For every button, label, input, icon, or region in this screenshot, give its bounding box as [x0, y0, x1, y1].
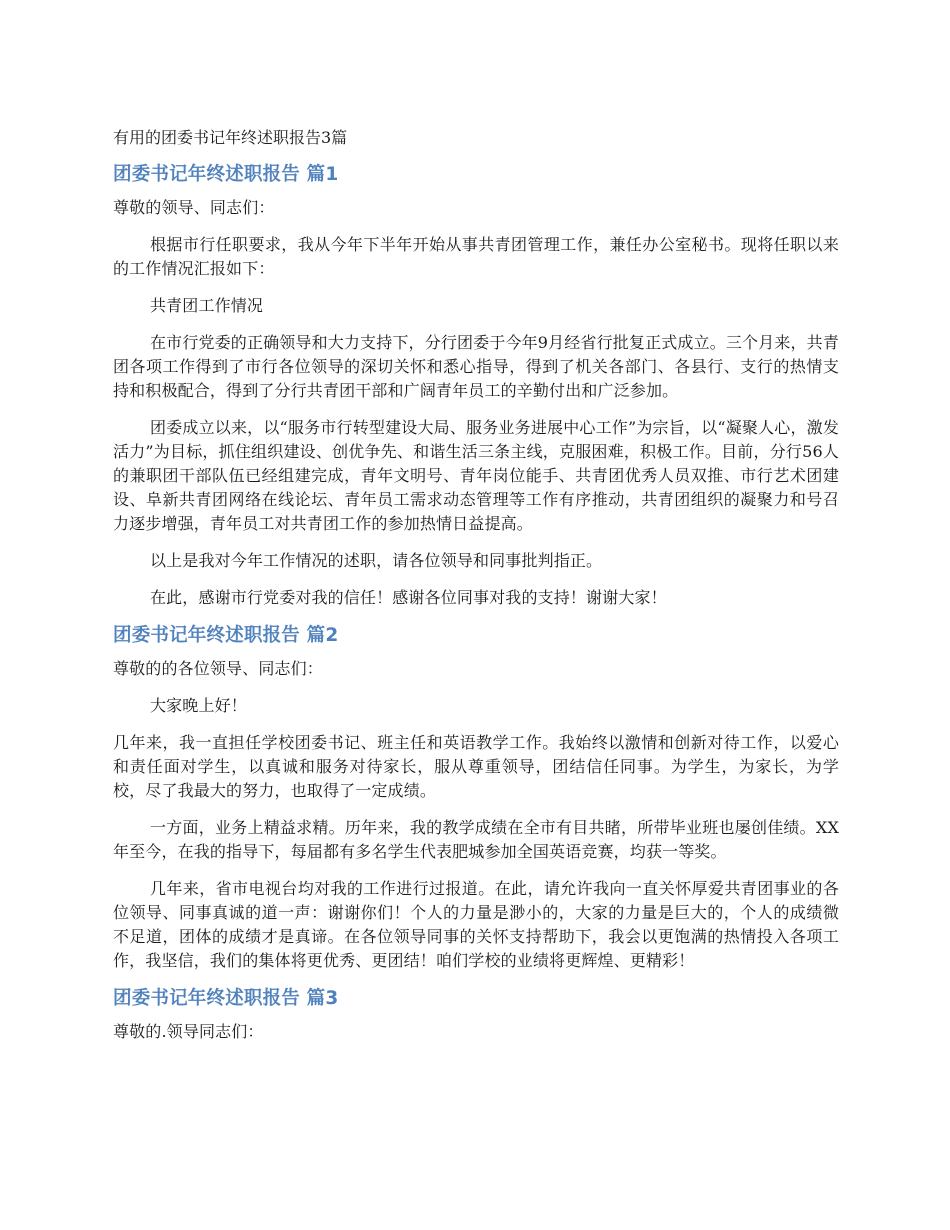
greeting-paragraph: 大家晚上好！	[150, 696, 247, 715]
document-body	[113, 126, 839, 1057]
document-title: 有用的团委书记年终述职报告3篇	[113, 128, 348, 147]
salutation: 尊敬的领导、同志们：	[113, 198, 275, 217]
section-heading: 团委书记年终述职报告 篇3	[113, 988, 339, 1009]
paragraph: 团委成立以来，以“服务市行转型建设大局、服务业务进展中心工作”为宗旨，以“凝聚人心，激发活力”为目标，抓住组织建设、创优争先、和谐生活三条主线，克服困难，积极工作。目前，分行56人的兼职团干部队伍已经组建完成，青年文明号、青年岗位能手、共青团优秀人员双推、市行艺术团建设、阜新共青团网络在线论坛、青年员工需求动态管理等工作有序推动，共青团组织的凝聚力和号召力逐步增强，青年员工对共青团工作的参加热情日益提高。	[113, 418, 839, 533]
paragraph: 在此，感谢市行党委对我的信任！感谢各位同事对我的支持！谢谢大家！	[150, 588, 667, 607]
paragraph: 几年来，我一直担任学校团委书记、班主任和英语教学工作。我始终以激情和创新对待工作，以爱心和责任面对学生，以真诚和服务对待家长，服从尊重领导，团结信任同事。为学生，为家长，为学校，尽了我最大的努力，也取得了一定成绩。	[113, 733, 839, 800]
salutation: 尊敬的.领导同志们：	[113, 1022, 264, 1041]
paragraph: 几年来，省市电视台均对我的工作进行过报道。在此，请允许我向一直关怀厚爱共青团事业的各位领导、同事真诚的道一声：谢谢你们！个人的力量是渺小的，大家的力量是巨大的，个人的成绩微不足道，团体的成绩才是真谛。在各位领导同事的关怀支持帮助下，我会以更饱满的热情投入各项工作，我坚信，我们的集体将更优秀、更团结！咱们学校的业绩将更辉煌、更精彩！	[113, 879, 839, 970]
section-1	[113, 162, 839, 610]
section-heading: 团委书记年终述职报告 篇2	[113, 625, 339, 646]
salutation: 尊敬的的各位领导、同志们：	[113, 659, 323, 678]
paragraph: 根据市行任职要求，我从今年下半年开始从事共青团管理工作，兼任办公室秘书。现将任职以来的工作情况汇报如下：	[113, 235, 839, 278]
paragraph: 以上是我对今年工作情况的述职，请各位领导和同事批判指正。	[150, 551, 603, 570]
section-2	[113, 623, 839, 973]
paragraph: 一方面，业务上精益求精。历年来，我的教学成绩在全市有目共睹，所带毕业班也屡创佳绩。XX年至今，在我的指导下，每届都有多名学生代表肥城参加全国英语竞赛，均获一等奖。	[113, 818, 839, 861]
section-heading: 团委书记年终述职报告 篇1	[113, 164, 339, 185]
section-3	[113, 986, 839, 1044]
subheading-paragraph: 共青团工作情况	[150, 296, 264, 315]
paragraph: 在市行党委的正确领导和大力支持下，分行团委于今年9月经省行批复正式成立。三个月来，共青团各项工作得到了市行各位领导的深切关怀和悉心指导，得到了机关各部门、各县行、支行的热情支持和积极配合，得到了分行共青团干部和广阔青年员工的辛勤付出和广泛参加。	[113, 333, 839, 400]
